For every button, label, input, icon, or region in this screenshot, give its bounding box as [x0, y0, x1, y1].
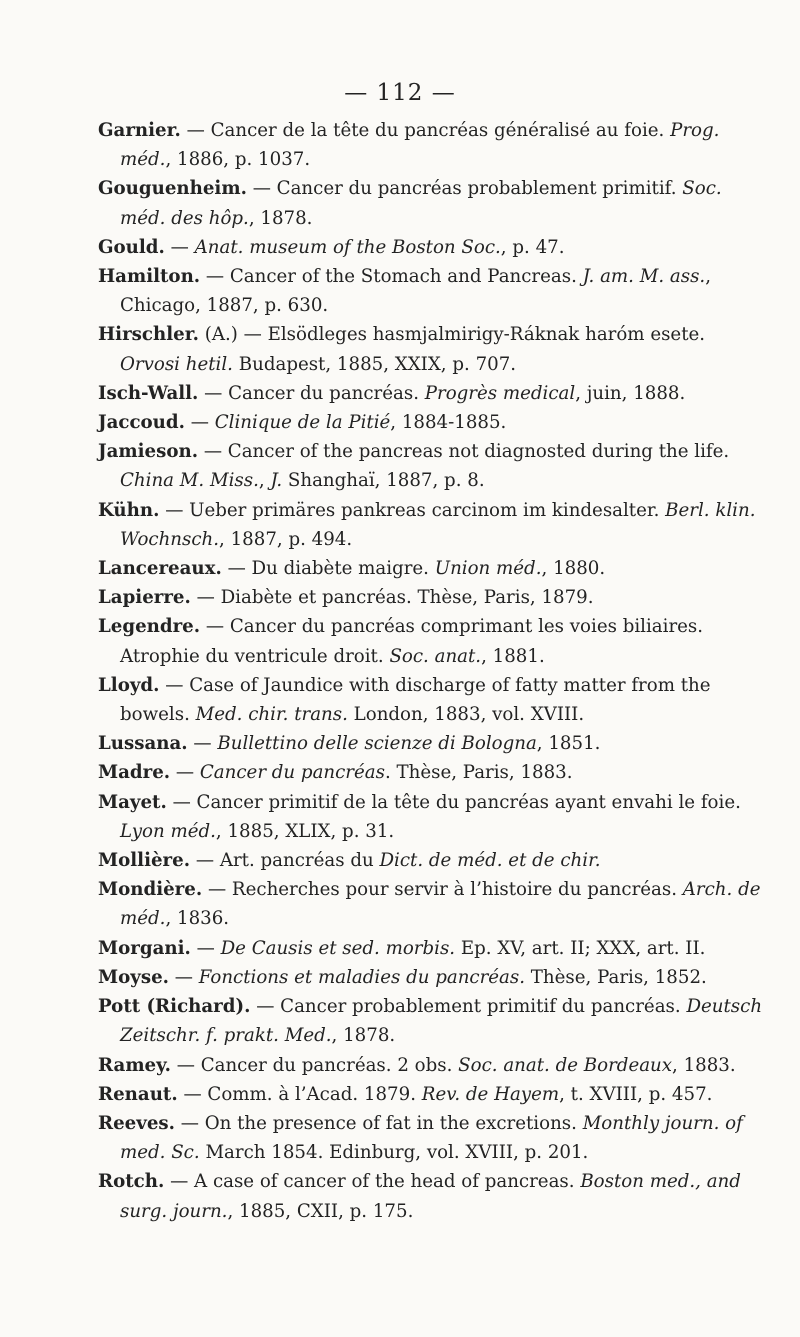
entry-text: — — [187, 733, 218, 755]
entry-text: (A.) — Elsödleges hasmjalmirigy-Ráknak harόm esete. — [198, 324, 706, 346]
entry-text: — Recherches pour servir à l’histoire du pancréas. — [202, 879, 683, 901]
entry-source-italic: Rev. de Hayem — [421, 1083, 560, 1105]
entry-source-italic: China M. Miss. — [120, 470, 259, 492]
bibliography-entry — [98, 262, 766, 320]
entry-author: Reeves. — [98, 1112, 175, 1134]
entry-author: Morgani. — [98, 937, 191, 959]
entry-author: Lancereaux. — [98, 558, 222, 580]
entry-text: — Cancer probablement primitif du pancréas. — [250, 996, 687, 1018]
entry-text: Budapest, 1885, XXIX, p. 707. — [232, 353, 517, 375]
entry-source-italic: Soc. méd. des hôp. — [120, 178, 722, 229]
entry-author: Hirschler. — [98, 324, 199, 346]
entry-author: Rotch. — [98, 1171, 165, 1193]
bibliography-entry — [98, 496, 766, 554]
entry-text: — A case of cancer of the head of pancreas. — [164, 1171, 581, 1193]
entry-source-italic: J. — [270, 470, 283, 492]
entry-source-italic: Union méd. — [434, 558, 542, 580]
entry-author: Renaut. — [98, 1083, 178, 1105]
entry-text: , 1883. — [672, 1054, 736, 1076]
entry-text: — Cancer du pancréas comprimant les voies biliaires. Atrophie du ventricule droit. — [120, 616, 704, 667]
bibliography-entry — [98, 408, 766, 437]
entry-text: — Cancer of the pancreas not diagnosted during the life. — [198, 441, 730, 463]
bibliography-entry — [98, 963, 766, 992]
entry-author: Lloyd. — [98, 674, 160, 696]
entry-text: , 1881. — [481, 645, 545, 667]
entry-text: — Cancer du pancréas. 2 obs. — [170, 1054, 459, 1076]
entry-text: . Thèse, Paris, 1883. — [384, 762, 573, 784]
entry-text: , 1851. — [536, 733, 601, 755]
entry-text: , t. XVIII, p. 457. — [559, 1083, 713, 1105]
entry-text: — Case of Jaundice with discharge of fatty matter from the bowels. — [120, 674, 711, 726]
bibliography-entry — [98, 612, 766, 670]
entry-text: , 1885, XLIX, p. 31. — [215, 820, 395, 842]
entry-source-italic: J. am. M. ass. — [582, 266, 706, 288]
entry-source-italic: Dict. de méd. et de chir. — [379, 850, 601, 872]
entry-author: Mondière. — [98, 879, 203, 901]
entry-text: — Comm. à l’Acad. 1879. — [177, 1083, 422, 1105]
entry-text: — Cancer du pancréas. — [198, 382, 425, 404]
entry-text: , 1880. — [541, 558, 606, 580]
entry-source-italic: Clinique de la Pitié — [214, 412, 391, 434]
entry-text: , 1836. — [165, 908, 230, 930]
entry-author: Pott (Richard). — [98, 996, 251, 1018]
bibliography-entry — [98, 116, 766, 174]
entry-text: , juin, 1888. — [575, 382, 686, 404]
entry-source-italic: Boston med., and surg. journ. — [120, 1171, 741, 1222]
entry-text: Thèse, Paris, 1852. — [525, 966, 707, 988]
entry-text: Shanghaï, 1887, p. 8. — [282, 470, 485, 492]
bibliography-entry — [98, 379, 766, 408]
bibliography-entry — [98, 1167, 766, 1225]
entry-source-italic: Med. chir. trans. — [195, 704, 348, 726]
entry-author: Madre. — [98, 762, 171, 784]
entry-text: , 1887, p. 494. — [219, 528, 353, 550]
entry-author: Gould. — [98, 236, 165, 258]
entry-source-italic: De Causis et sed. morbis. — [220, 937, 456, 959]
entry-source-italic: Lyon méd. — [120, 820, 216, 842]
entry-text: — Cancer of the Stomach and Pancreas. — [200, 266, 583, 288]
entry-text: , 1885, CXII, p. 175. — [227, 1200, 414, 1222]
entry-author: Lapierre. — [98, 587, 191, 609]
bibliography-entry — [98, 174, 766, 232]
bibliography-entry — [98, 320, 766, 378]
entry-author: Ramey. — [98, 1054, 171, 1076]
entry-author: Jamieson. — [98, 441, 199, 463]
entry-text: — Cancer de la tête du pancréas généralisé au foie. — [180, 120, 671, 141]
entry-source-italic: Monthly journ. of med. Sc. — [120, 1112, 743, 1164]
bibliography-entry — [98, 934, 766, 963]
bibliography-list — [98, 116, 766, 1226]
entry-text: — — [164, 236, 195, 258]
entry-source-italic: Berl. klin. Wochnsch. — [120, 499, 756, 550]
entry-text: , 1886, p. 1037. — [165, 149, 311, 171]
entry-text: — Cancer primitif de la tête du pancréas ayant envahi le foie. — [166, 791, 741, 813]
entry-text: , p. 47. — [500, 236, 565, 258]
bibliography-entry — [98, 788, 766, 846]
entry-text: — — [184, 412, 215, 434]
entry-author: Moyse. — [98, 966, 169, 988]
entry-text: , 1878. — [331, 1025, 396, 1047]
entry-author: Lussana. — [98, 733, 188, 755]
page-number: — 112 — — [344, 80, 456, 106]
entry-author: Hamilton. — [98, 266, 201, 288]
entry-text: — Du diabète maigre. — [221, 558, 435, 580]
entry-text: — Art. pancréas du — [190, 850, 380, 872]
entry-text: — — [170, 762, 200, 784]
entry-source-italic: Arch. de méd. — [120, 879, 761, 930]
entry-author: Legendre. — [98, 616, 201, 638]
entry-source-italic: Orvosi hetil. — [120, 353, 233, 375]
bibliography-entry — [98, 758, 766, 787]
entry-author: Jaccoud. — [98, 412, 185, 434]
bibliography-entry — [98, 846, 766, 875]
entry-text: , 1884-1885. — [390, 412, 507, 434]
entry-source-italic: Deutsch Zeitschr. f. prakt. Med. — [120, 996, 763, 1047]
entry-source-italic: Cancer du pancréas — [199, 762, 385, 784]
bibliography-entry — [98, 583, 766, 612]
entry-text: , — [258, 470, 271, 492]
bibliography-entry — [98, 1109, 766, 1167]
entry-author: Gouguenheim. — [98, 178, 247, 200]
entry-source-italic: Soc. anat. de Bordeaux — [458, 1054, 673, 1076]
entry-text: March 1854. Edinburg, vol. XVIII, p. 201. — [199, 1142, 589, 1164]
bibliography-entry — [98, 233, 766, 262]
bibliography-entry — [98, 554, 766, 583]
entry-text: London, 1883, vol. XVIII. — [347, 704, 585, 726]
entry-source-italic: Anat. museum of the Boston Soc. — [194, 236, 501, 258]
bibliography-entry — [98, 671, 766, 729]
entry-text: — Cancer du pancréas probablement primitif. — [246, 178, 683, 200]
entry-source-italic: Progrès medical — [424, 382, 576, 404]
entry-text: — — [190, 937, 221, 959]
entry-text: — — [168, 966, 199, 988]
entry-source-italic: Soc. anat. — [389, 645, 482, 667]
entry-author: Mollière. — [98, 850, 191, 872]
bibliography-entry — [98, 437, 766, 495]
entry-text: — Ueber primäres pankreas carcinom im kindesalter. — [159, 499, 666, 521]
entry-text: , Chicago, 1887, p. 630. — [120, 266, 712, 317]
entry-text: — Diabète et pancréas. Thèse, Paris, 1879. — [190, 587, 594, 609]
entry-text: Ep. XV, art. II; XXX, art. II. — [455, 937, 706, 959]
bibliography-entry — [98, 1051, 766, 1080]
entry-author: Kühn. — [98, 499, 160, 521]
entry-author: Mayet. — [98, 791, 167, 813]
entry-text: , 1878. — [248, 207, 313, 229]
entry-author: Isch-Wall. — [98, 382, 199, 404]
entry-text: — On the presence of fat in the excretions. — [174, 1112, 583, 1134]
bibliography-entry — [98, 992, 766, 1050]
entry-author: Garnier. — [98, 120, 181, 141]
bibliography-entry — [98, 875, 766, 933]
bibliography-entry — [98, 1080, 766, 1109]
entry-source-italic: Bullettino delle scienze di Bologna — [217, 733, 537, 755]
entry-source-italic: Prog. méd. — [120, 120, 720, 171]
bibliography-entry — [98, 729, 766, 758]
entry-source-italic: Fonctions et maladies du pancréas. — [198, 966, 526, 988]
